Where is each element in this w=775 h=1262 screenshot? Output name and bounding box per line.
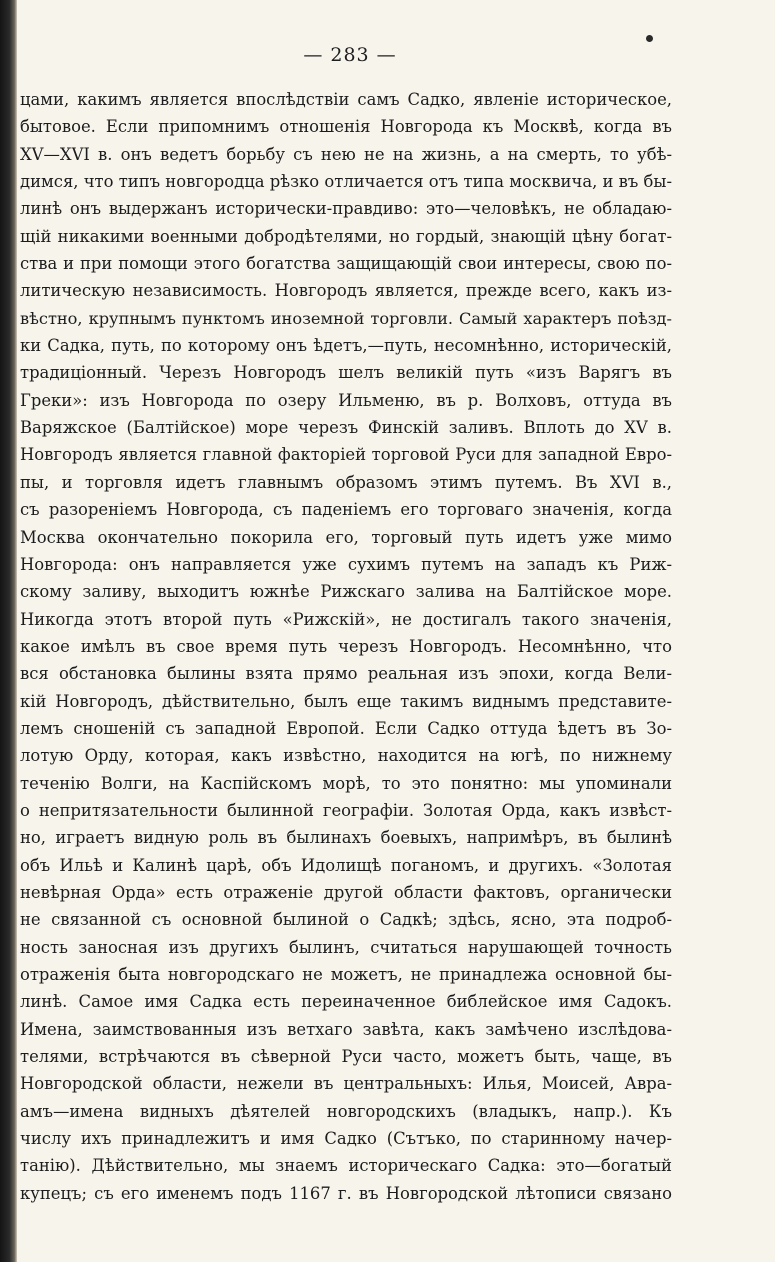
- text-line: Новгородской области, нежели въ центральныхъ: Илья, Моисей, Авра-: [20, 1074, 672, 1094]
- text-line: XV—XVI в. онъ ведетъ борьбу съ нею не на жизнь, а на смерть, то убѣ-: [20, 144, 672, 164]
- text-line: объ Ильѣ и Калинѣ царѣ, объ Идолищѣ поганомъ, и другихъ. «Золотая: [20, 855, 672, 875]
- text-line: числу ихъ принадлежитъ и имя Садко (Сътъко, по старинному начер-: [20, 1129, 672, 1149]
- text-line: линѣ онъ выдержанъ исторически-правдиво: это—человѣкъ, не обладаю-: [20, 199, 672, 219]
- text-line: лемъ сношеній съ западной Европой. Если Садко оттуда ѣдетъ въ Зо-: [20, 718, 672, 738]
- text-line: Новгородъ является главной факторіей торговой Руси для западной Евро-: [20, 445, 672, 465]
- text-line: танію). Дѣйствительно, мы знаемъ историческаго Садка: это—богатый: [20, 1156, 672, 1176]
- text-line: амъ—имена видныхъ дѣятелей новгородскихъ (владыкъ, напр.). Къ: [20, 1101, 672, 1121]
- text-line: о непритязательности былинной географіи. Золотая Орда, какъ извѣст-: [20, 800, 672, 820]
- body-text: [20, 86, 672, 1207]
- text-line: ки Садка, путь, по которому онъ ѣдетъ,—путь, несомнѣнно, историческій,: [20, 336, 672, 356]
- text-line: купецъ; съ его именемъ подъ 1167 г. въ Новгородской лѣтописи связано: [20, 1183, 672, 1203]
- text-line: ства и при помощи этого богатства защищающій свои интересы, свою по-: [20, 254, 672, 274]
- ink-spot: [646, 35, 653, 42]
- text-line: отраженія быта новгородскаго не можетъ, не принадлежа основной бы-: [20, 965, 672, 984]
- text-line: щій никакими военными добродѣтелями, но гордый, знающій цѣну богат-: [20, 226, 672, 246]
- text-line: съ разореніемъ Новгорода, съ паденіемъ его торговаго значенія, когда: [20, 500, 672, 520]
- text-line: но, играетъ видную роль въ былинахъ боевыхъ, напримѣръ, въ былинѣ: [20, 828, 672, 848]
- text-line: вѣстно, крупнымъ пунктомъ иноземной торговли. Самый характеръ поѣзд-: [20, 308, 672, 328]
- text-line: Москва окончательно покорила его, торговый путь идетъ уже мимо: [20, 527, 672, 547]
- page-number: — 283 —: [303, 44, 397, 66]
- text-line: кій Новгородъ, дѣйствительно, былъ еще такимъ виднымъ представите-: [20, 691, 672, 711]
- text-line: цами, какимъ является впослѣдствіи самъ Садко, явленіе историческое,: [20, 90, 672, 109]
- text-line: линѣ. Самое имя Садка есть переиначенное библейское имя Садокъ.: [20, 992, 672, 1012]
- text-line: традиціонный. Черезъ Новгородъ шелъ великій путь «изъ Варягъ въ: [20, 363, 672, 383]
- text-line: невѣрная Орда» есть отраженіе другой области фактовъ, органически: [20, 882, 672, 902]
- text-line: димся, что типъ новгородца рѣзко отличается отъ типа москвича, и въ бы-: [20, 172, 672, 192]
- text-line: ность заносная изъ другихъ былинъ, считаться нарушающей точность: [20, 937, 672, 957]
- text-line: теченію Волги, на Каспійскомъ морѣ, то это понятно: мы упоминали: [20, 773, 672, 793]
- text-line: какое имѣлъ въ свое время путь черезъ Новгородъ. Несомнѣнно, что: [20, 636, 672, 656]
- text-line: Имена, заимствованныя изъ ветхаго завѣта, какъ замѣчено изслѣдова-: [20, 1019, 672, 1039]
- book-spine-shadow: [0, 0, 17, 1262]
- text-line: Новгорода: онъ направляется уже сухимъ путемъ на западъ къ Риж-: [20, 554, 672, 574]
- text-line: телями, встрѣчаются въ сѣверной Руси часто, можетъ быть, чаще, въ: [20, 1047, 672, 1067]
- text-line: пы, и торговля идетъ главнымъ образомъ этимъ путемъ. Въ XVI в.,: [20, 472, 672, 492]
- text-line: лотую Орду, которая, какъ извѣстно, находится на югѣ, по нижнему: [20, 746, 672, 766]
- text-line: бытовое. Если припомнимъ отношенія Новгорода къ Москвѣ, когда въ: [20, 117, 672, 137]
- text-line: не связанной съ основной былиной о Садкѣ; здѣсь, ясно, эта подроб-: [20, 910, 672, 930]
- text-line: Греки»: изъ Новгорода по озеру Ильменю, въ р. Волховъ, оттуда въ: [20, 390, 672, 410]
- text-line: Никогда этотъ второй путь «Рижскій», не достигалъ такого значенія,: [20, 609, 672, 629]
- text-line: литическую независимость. Новгородъ является, прежде всего, какъ из-: [20, 281, 672, 301]
- text-line: Варяжское (Балтійское) море черезъ Финскій заливъ. Вплоть до XV в.: [20, 418, 672, 438]
- text-line: вся обстановка былины взята прямо реальная изъ эпохи, когда Вели-: [20, 664, 672, 684]
- text-line: скому заливу, выходитъ южнѣе Рижскаго залива на Балтійское море.: [20, 582, 672, 602]
